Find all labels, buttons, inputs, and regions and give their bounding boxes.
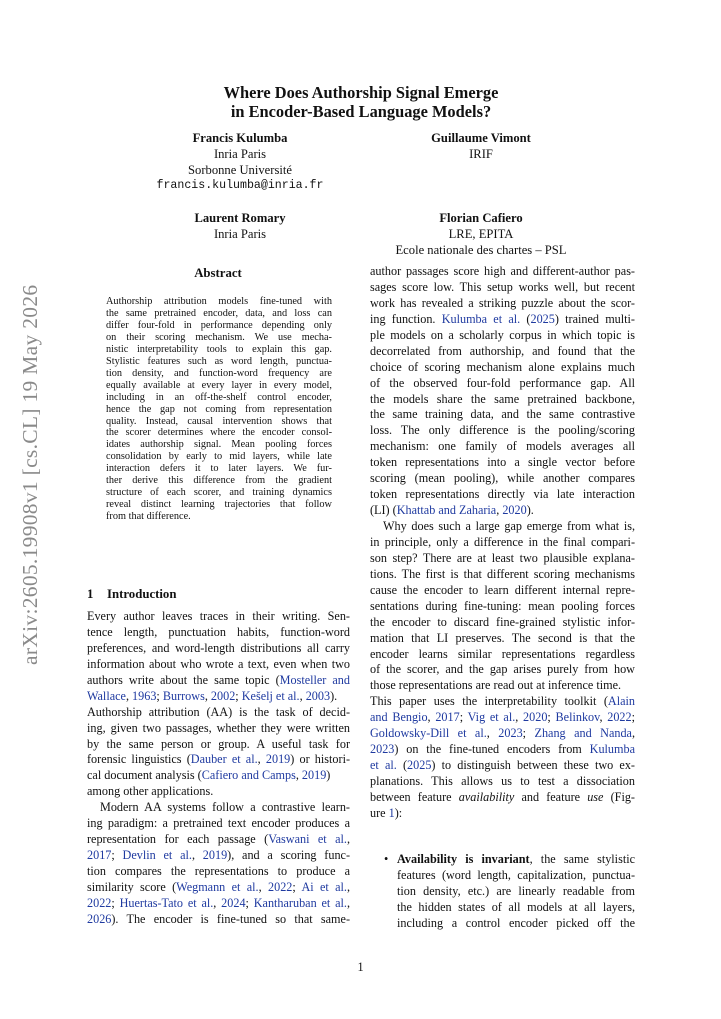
text-run: This paper uses the interpretability toolkit ( xyxy=(370,694,608,709)
citation-link[interactable]: 2003 xyxy=(305,688,331,703)
text-line xyxy=(87,673,350,689)
author-block-3 xyxy=(110,210,370,242)
text-run: ). xyxy=(330,688,338,703)
text-run: token representations into a single vector before xyxy=(370,455,635,470)
section-number: 1 xyxy=(87,587,94,601)
text-line xyxy=(397,868,635,884)
citation-link[interactable]: 2023 xyxy=(370,742,395,757)
paper-title xyxy=(86,83,636,121)
text-run: Why does such a large gap emerge from what is, xyxy=(383,519,635,533)
abstract-line: Stylistic features such as word length, punctua- xyxy=(106,355,332,367)
text-run: by the same person or group. A useful task for xyxy=(87,736,350,751)
text-run: ). The encoder is fine-tuned so that same- xyxy=(111,911,350,926)
text-line xyxy=(370,328,635,344)
abstract-line: quality. Instead, causal intervention shows that xyxy=(106,415,332,427)
text-line xyxy=(370,407,635,423)
text-run: loss. The only difference is the pooling/scoring xyxy=(370,423,635,438)
citation-link[interactable]: 2023 xyxy=(498,726,523,741)
text-run: sages score low. This setup works well, but recent xyxy=(370,279,635,294)
text-run: work has revealed a striking puzzle about the scor- xyxy=(370,295,635,310)
text-line xyxy=(87,848,350,864)
text-run: features (word length, capitalization, punctua- xyxy=(397,867,635,882)
text-run: scoring (mean pooling), while another compares xyxy=(370,471,635,486)
text-run: decorrelated from authorship, and found that the xyxy=(370,343,635,358)
text-run: mechanism: one family of models averages all xyxy=(370,439,635,454)
author-block-2 xyxy=(351,130,611,162)
citation-link[interactable]: 2025 xyxy=(530,311,555,326)
author-block-4 xyxy=(351,210,611,258)
text-line xyxy=(370,535,635,551)
text-line xyxy=(370,662,635,678)
citation-link[interactable]: Goldowsky-Dill et al. xyxy=(370,726,487,741)
text-run: those representations are read out at inference time. xyxy=(370,678,622,693)
text-run: , xyxy=(204,688,211,703)
citation-link[interactable]: 2025 xyxy=(407,758,432,773)
abstract-line: from that difference. xyxy=(106,511,191,523)
text-line xyxy=(370,774,635,790)
text-line xyxy=(370,471,635,487)
text-run: information about who wrote a text, even when two xyxy=(87,656,350,671)
citation-link[interactable]: 1963 xyxy=(132,688,157,703)
text-run: authors write about the same topic ( xyxy=(87,672,280,687)
citation-link[interactable]: Kešelj et al. xyxy=(241,688,300,703)
text-run: ; xyxy=(156,688,163,703)
text-run: ; xyxy=(292,879,302,894)
text-line xyxy=(397,884,635,900)
text-run: , xyxy=(346,879,350,894)
citation-link[interactable]: Burrows xyxy=(162,688,205,703)
text-line xyxy=(87,705,350,721)
text-line xyxy=(370,726,635,742)
citation-link[interactable]: 2022 xyxy=(607,710,632,725)
text-line xyxy=(370,551,635,567)
text-run: , xyxy=(125,688,133,703)
citation-link[interactable]: 2002 xyxy=(210,688,236,703)
citation-link[interactable]: 1 xyxy=(388,805,395,820)
text-line xyxy=(370,360,635,376)
text-run: ). xyxy=(526,503,534,518)
text-run: of the scorer, and the gap arises purely from how xyxy=(370,662,635,677)
abstract-line: tion density, and function-word frequency are xyxy=(106,367,332,379)
emphasis-text: availability xyxy=(458,789,515,804)
text-run: ing, given two passages, whether they were written xyxy=(87,720,350,735)
title-line-1: Where Does Authorship Signal Emerge xyxy=(223,83,499,102)
text-line xyxy=(370,503,635,519)
text-line xyxy=(87,912,350,928)
text-line xyxy=(370,599,635,615)
text-run: ) to distinguish between these two ex- xyxy=(431,758,635,773)
text-run: , xyxy=(295,768,302,783)
abstract-line: the scorer determines where the encoder consol- xyxy=(106,427,332,439)
text-run: similarity score ( xyxy=(87,879,177,894)
text-run: between feature xyxy=(370,789,459,804)
bullet-marker: • xyxy=(384,852,389,866)
citation-link[interactable]: Kulumba xyxy=(589,742,635,757)
abstract-line: reveal distinct learning trajectories that follow xyxy=(106,499,332,511)
citation-link[interactable]: Dauber et al. xyxy=(190,752,258,767)
text-line xyxy=(370,790,635,806)
text-line xyxy=(370,376,635,392)
text-line xyxy=(370,344,635,360)
abstract-line: on their scoring mechanism. We use mecha- xyxy=(106,331,332,343)
text-run: , xyxy=(631,726,636,741)
text-run: encoder learns similar representations regardless xyxy=(370,646,635,661)
text-line xyxy=(370,519,635,535)
author-name: Laurent Romary xyxy=(194,211,286,225)
text-run: in principle, only a difference in the final compari- xyxy=(370,534,635,549)
text-run: preferences, and word-length distributions all carry xyxy=(87,640,350,655)
abstract-line: including in an off-the-shelf control encoder, xyxy=(106,391,332,403)
text-run: the encoder to discard fine-grained stylistic infor- xyxy=(370,614,635,629)
text-line xyxy=(87,880,350,896)
text-run: ; xyxy=(547,710,556,725)
bold-text: Availability is invariant xyxy=(397,852,530,866)
text-run: son step? There are at least two plausible explana- xyxy=(370,550,635,565)
citation-link[interactable]: Huertas-Tato et al. xyxy=(119,895,214,910)
text-line xyxy=(370,423,635,439)
text-run: , xyxy=(427,710,436,725)
text-line xyxy=(370,455,635,471)
citation-link[interactable]: Vaswani et al. xyxy=(268,832,347,847)
left-column-text xyxy=(87,609,350,928)
text-run: ; xyxy=(235,688,242,703)
text-run: ( xyxy=(396,758,408,773)
author-name: Guillaume Vimont xyxy=(431,131,531,145)
citation-link[interactable]: 2019 xyxy=(202,848,228,863)
text-line xyxy=(370,567,635,583)
text-line xyxy=(370,583,635,599)
citation-link[interactable]: Khattab and Zaharia xyxy=(396,503,497,518)
text-run: ure xyxy=(370,805,389,820)
text-run: sentations during fine-tuning: mean pooling forces xyxy=(370,598,635,613)
text-line xyxy=(87,689,350,705)
text-run: , xyxy=(496,503,503,518)
abstract-line: the same pretrained encoder, data, and loss can xyxy=(106,307,332,319)
text-run: ): xyxy=(394,805,403,820)
text-run: , xyxy=(486,726,499,741)
author-affiliation: IRIF xyxy=(469,147,493,161)
citation-link[interactable]: Belinkov xyxy=(555,710,600,725)
text-run: of the observed four-fold performance gap. All xyxy=(370,375,635,390)
citation-link[interactable]: 2019 xyxy=(265,752,291,767)
citation-link[interactable]: Wegmann et al. xyxy=(176,879,259,894)
text-line xyxy=(370,392,635,408)
citation-link[interactable]: Mosteller and xyxy=(279,672,350,687)
page-number: 1 xyxy=(357,960,364,974)
text-run: ; xyxy=(111,848,123,863)
emphasis-text: use xyxy=(587,789,604,804)
citation-link[interactable]: Zhang and Nanda xyxy=(534,726,632,741)
text-run: Every author leaves traces in their writing. Sen- xyxy=(87,609,350,623)
citation-link[interactable]: Vig et al. xyxy=(467,710,516,725)
text-line xyxy=(370,264,635,280)
author-affiliation: Inria Paris xyxy=(213,147,267,161)
author-affiliation: Sorbonne Université xyxy=(188,163,292,177)
text-line xyxy=(397,900,635,916)
citation-link[interactable]: et al. xyxy=(370,758,397,773)
text-run: token representations directly via late interaction xyxy=(370,487,635,502)
text-run: , the same stylistic xyxy=(529,852,635,866)
text-run: , xyxy=(191,848,203,863)
text-line xyxy=(370,631,635,647)
text-run: the same training data, and the same contrastive xyxy=(370,407,635,422)
text-run: representation for each passage ( xyxy=(87,832,269,847)
text-line xyxy=(87,864,350,880)
text-line xyxy=(370,694,635,710)
text-run: , xyxy=(599,710,608,725)
citation-link[interactable]: Devlin et al. xyxy=(122,848,192,863)
section-title: Introduction xyxy=(107,587,177,601)
abstract-line: structure of each scorer, and training dynamics xyxy=(106,487,332,499)
text-line xyxy=(87,721,350,737)
text-run: (LI) ( xyxy=(370,503,397,518)
text-line xyxy=(87,816,350,832)
author-name: Florian Cafiero xyxy=(439,211,523,225)
text-line xyxy=(370,280,635,296)
text-line xyxy=(87,737,350,753)
text-run: Authorship attribution (AA) is the task of decid- xyxy=(87,704,350,719)
text-line xyxy=(87,800,350,816)
text-run: tion density, etc.) are linearly readable from xyxy=(397,883,635,898)
text-run: ) on the fine-tuned encoders from xyxy=(394,742,590,757)
text-line xyxy=(370,439,635,455)
author-affiliation: LRE, EPITA xyxy=(448,227,514,241)
text-run: the hidden states of all models at all layers, xyxy=(397,899,635,914)
arxiv-stamp[interactable]: arXiv:2605.19908v1 [cs.CL] 19 May 2026 xyxy=(18,284,42,665)
text-run: ple models on a scholarly corpus in which topic is xyxy=(370,327,635,342)
text-run: ; xyxy=(245,895,254,910)
text-line xyxy=(87,641,350,657)
abstract-body xyxy=(106,296,332,523)
text-run: tence length, punctuation habits, function-word xyxy=(87,624,350,639)
citation-link[interactable]: 2024 xyxy=(221,895,246,910)
abstract-line: nistic interpretability tools to explain this gap. xyxy=(106,343,332,355)
citation-link[interactable]: Cafiero and Camps xyxy=(201,768,296,783)
text-run: , xyxy=(299,688,306,703)
text-line xyxy=(370,647,635,663)
abstract-line: interaction defers it to later layers. We fur- xyxy=(106,463,332,475)
abstract-line: differ four-fold in performance depending only xyxy=(106,319,332,331)
text-run: ), and a scoring func- xyxy=(227,848,351,863)
text-run: choice of scoring mechanism alone explains much xyxy=(370,359,635,374)
title-line-2: in Encoder-Based Language Models? xyxy=(230,102,492,121)
text-line xyxy=(87,896,350,912)
citation-link[interactable]: 2022 xyxy=(87,895,112,910)
citation-link[interactable]: Alain xyxy=(607,694,635,709)
text-run: ; xyxy=(631,710,635,725)
citation-link[interactable]: Kulumba et al. xyxy=(441,311,521,326)
text-run: ; xyxy=(459,710,468,725)
section-heading xyxy=(87,587,176,602)
text-line xyxy=(370,487,635,503)
text-line xyxy=(87,768,350,784)
text-run: cal document analysis ( xyxy=(87,768,202,783)
text-run: mation that LI preserves. The second is that the xyxy=(370,630,635,645)
text-line xyxy=(87,784,350,800)
text-run: planations. This allows us to test a dissociation xyxy=(370,774,635,788)
author-block-1 xyxy=(110,130,370,194)
text-line xyxy=(87,625,350,641)
text-line xyxy=(87,657,350,673)
abstract-heading: Abstract xyxy=(194,266,242,280)
text-line xyxy=(87,752,350,768)
text-line xyxy=(370,312,635,328)
text-line xyxy=(370,296,635,312)
text-line xyxy=(397,852,635,868)
text-line xyxy=(370,678,635,694)
text-run: including a control encoder picked off the xyxy=(397,915,635,930)
citation-link[interactable]: 2026 xyxy=(87,911,112,926)
citation-link[interactable]: 2020 xyxy=(502,503,527,518)
text-run: ing paradigm: a pretrained text encoder produces a xyxy=(87,816,350,831)
text-run: (Fig- xyxy=(603,789,635,804)
text-run: and feature xyxy=(514,789,588,804)
abstract-line: equally available at every layer in every model, xyxy=(106,379,332,391)
text-run: tion compares the representations to produce a xyxy=(87,864,350,878)
citation-link[interactable]: 2017 xyxy=(87,848,112,863)
citation-link[interactable]: 2019 xyxy=(301,768,327,783)
text-run: tions. The first is that different scoring mechanisms xyxy=(370,566,635,581)
abstract-line: consolidation by early to mid layers, while late xyxy=(106,451,332,463)
text-run: ; xyxy=(522,726,535,741)
text-run: ing function. xyxy=(370,311,442,326)
author-name: Francis Kulumba xyxy=(192,131,288,145)
text-line xyxy=(87,832,350,848)
text-line xyxy=(370,710,635,726)
text-run: , xyxy=(346,832,350,847)
abstract-line: Authorship attribution models fine-tuned with xyxy=(106,296,332,307)
text-line xyxy=(370,615,635,631)
citation-link[interactable]: 2022 xyxy=(268,879,293,894)
citation-link[interactable]: 2017 xyxy=(435,710,460,725)
abstract-line: idates authorship signal. Mean pooling forces xyxy=(106,439,332,451)
text-run: among other applications. xyxy=(87,784,214,799)
citation-link[interactable]: and Bengio xyxy=(370,710,428,725)
author-email[interactable]: francis.kulumba@inria.fr xyxy=(156,179,324,192)
text-run: Modern AA systems follow a contrastive learn- xyxy=(100,800,350,815)
text-run: forensic linguistics ( xyxy=(87,752,191,767)
text-line xyxy=(397,916,635,932)
text-line xyxy=(370,806,635,822)
text-run: , xyxy=(515,710,524,725)
text-run: ) trained multi- xyxy=(554,311,635,326)
text-run: ( xyxy=(520,311,531,326)
text-run: , xyxy=(258,879,268,894)
text-run: , xyxy=(257,752,266,767)
citation-link[interactable]: 2020 xyxy=(523,710,548,725)
text-run: cause the encoder to learn different internal repre- xyxy=(370,582,635,597)
citation-link[interactable]: Ai et al. xyxy=(301,879,347,894)
text-run: ) or histori- xyxy=(290,752,351,767)
citation-link[interactable]: Kantharuban et al. xyxy=(253,895,347,910)
right-column-text xyxy=(370,264,635,822)
abstract-line: hence the gap not coming from representation xyxy=(106,403,332,415)
author-affiliation: Inria Paris xyxy=(213,227,267,241)
text-run: , xyxy=(213,895,222,910)
text-run: the models share the same pretrained backbone, xyxy=(370,391,635,406)
citation-link[interactable]: Wallace xyxy=(87,688,126,703)
author-affiliation: Ecole nationale des chartes – PSL xyxy=(395,243,567,257)
bullet-item xyxy=(397,852,635,932)
text-run: ) xyxy=(326,768,331,783)
text-line xyxy=(370,742,635,758)
text-run: ; xyxy=(111,895,120,910)
text-run: , xyxy=(346,895,350,910)
text-line xyxy=(370,758,635,774)
abstract-line: ther derive this difference from the gradient xyxy=(106,475,332,487)
text-line xyxy=(87,609,350,625)
text-run: author passages score high and different-author pas- xyxy=(370,264,635,278)
